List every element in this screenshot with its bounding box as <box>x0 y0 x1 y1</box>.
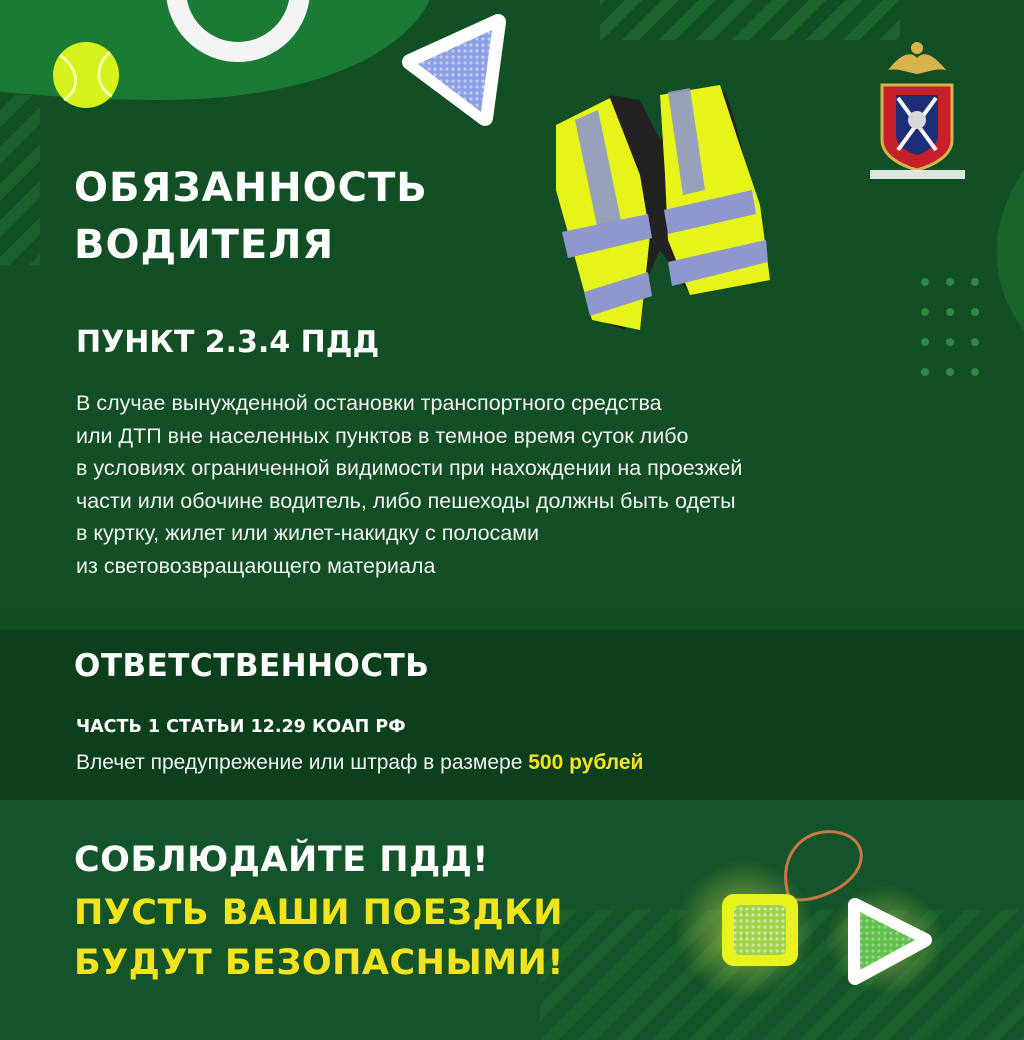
rule-line: из световозвращающего материала <box>76 553 436 578</box>
rule-heading: ПУНКТ 2.3.4 ПДД <box>76 325 380 360</box>
rule-line: или ДТП вне населенных пунктов в темное время суток либо <box>76 423 689 448</box>
title-line-2: ВОДИТЕЛЯ <box>74 222 335 268</box>
title-line-1: ОБЯЗАННОСТЬ <box>74 165 428 211</box>
rule-line: В случае вынужденной остановки транспортного средства <box>76 391 662 415</box>
responsibility-text-main: Влечет предупрежение или штраф в размере <box>76 751 529 774</box>
rule-body <box>76 387 1006 582</box>
rule-line: в куртку, жилет или жилет-накидку с полосами <box>76 521 540 545</box>
cta-line-2: ПУСТЬ ВАШИ ПОЕЗДКИ <box>74 893 564 933</box>
reflector-triangle-green-icon <box>825 885 945 995</box>
rule-line: в условиях ограниченной видимости при нахождении на проезжей <box>76 456 743 480</box>
rule-line: части или обочине водитель, либо пешеходы должны быть одеты <box>76 488 736 513</box>
tennis-ball-icon <box>53 42 119 108</box>
cta-slogan <box>74 888 564 988</box>
responsibility-article: ЧАСТЬ 1 СТАТЬИ 12.29 КОАП РФ <box>76 717 406 737</box>
cta-line-3: БУДУТ БЕЗОПАСНЫМИ! <box>74 943 564 983</box>
cta-line-1: СОБЛЮДАЙТЕ ПДД! <box>74 840 489 880</box>
fine-amount: 500 рублей <box>528 751 644 774</box>
page-title <box>74 160 594 274</box>
responsibility-heading: ОТВЕТСТВЕННОСТЬ <box>74 648 430 684</box>
responsibility-text <box>76 751 643 775</box>
